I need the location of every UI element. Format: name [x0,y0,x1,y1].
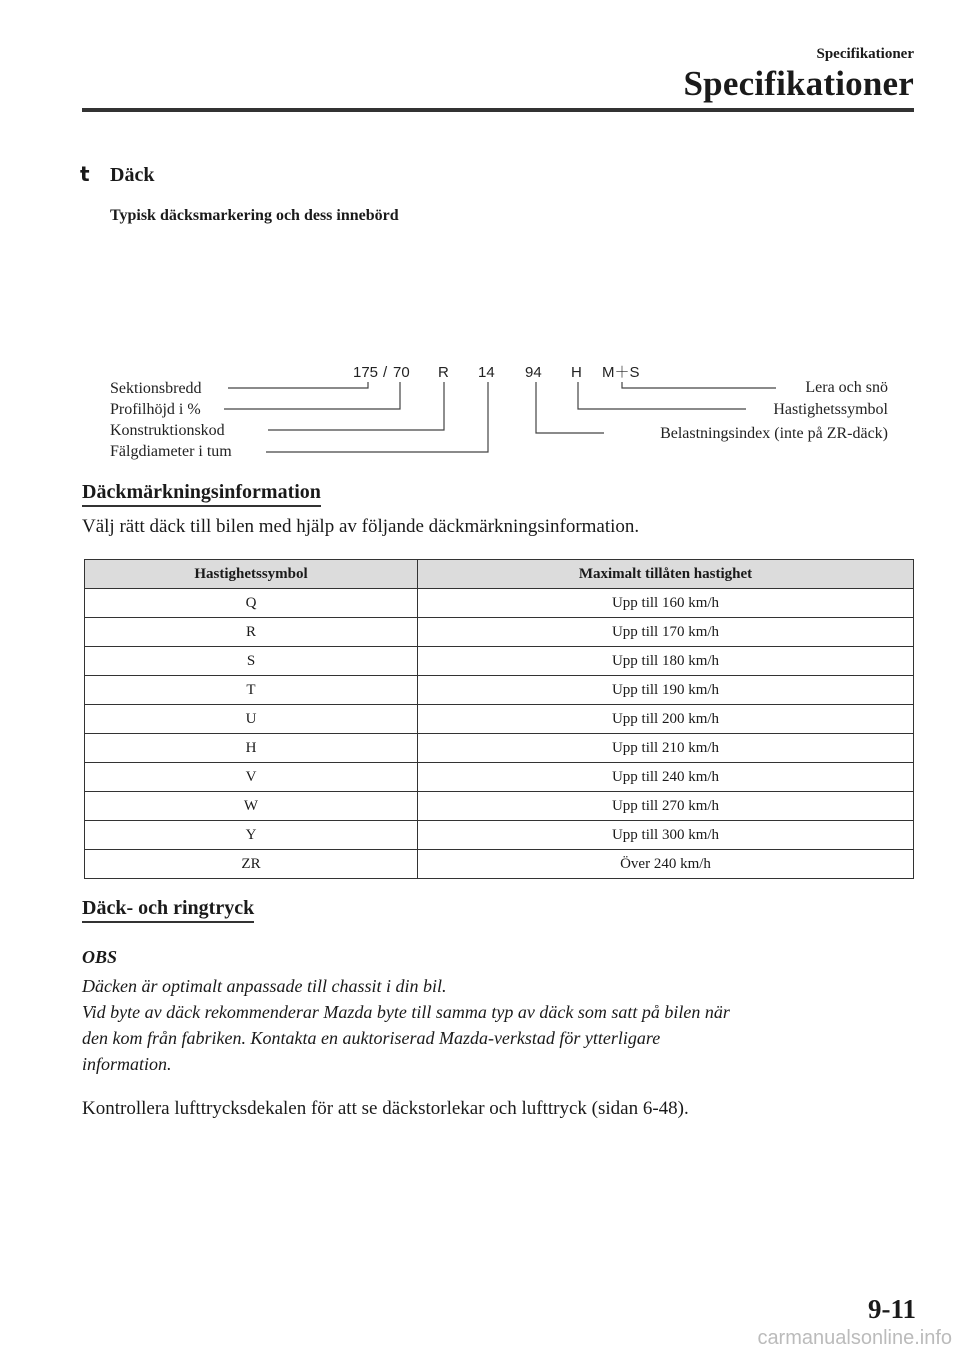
label-construction: Konstruktionskod [110,422,225,439]
table-cell: Upp till 170 km/h [418,618,914,647]
table-cell: Upp till 190 km/h [418,676,914,705]
table-cell: Upp till 300 km/h [418,821,914,850]
leader-load-index [536,382,604,433]
table-row [85,705,914,734]
table-cell: Upp till 270 km/h [418,792,914,821]
label-aspect-ratio: Profilhöjd i % [110,401,201,418]
code-slash: / [383,364,388,381]
obs-text [82,973,912,1077]
table-row [85,821,914,850]
leader-construction [268,382,444,430]
table-cell: Upp till 210 km/h [418,734,914,763]
code-width: 175 [353,364,379,381]
table-cell: S [85,647,418,676]
table-row [85,618,914,647]
leader-speed-symbol [578,382,746,409]
table-row [85,647,914,676]
header-chapter-small: Specifikationer [816,46,914,62]
table-row [85,763,914,792]
obs-line: den kom från fabriken. Kontakta en auktoriserad Mazda-verkstad för ytterligare [82,1028,661,1048]
section-marker-icon: t [80,162,90,186]
table-cell: Över 240 km/h [418,850,914,879]
obs-line: Däcken är optimalt anpassade till chassit i din bil. [82,976,447,996]
tire-info-intro: Välj rätt däck till bilen med hjälp av följande däckmärkningsinformation. [82,516,640,537]
leader-section-width [228,382,368,388]
table-cell: Upp till 200 km/h [418,705,914,734]
obs-line: Vid byte av däck rekommenderar Mazda byte till samma typ av däck som satt på bilen när [82,1002,730,1022]
pressure-heading: Däck- och ringtryck [82,896,254,923]
code-aspect: 70 [393,364,410,381]
table-header-cell: Maximalt tillåten hastighet [418,560,914,589]
table-cell: T [85,676,418,705]
code-speed: H [571,364,582,381]
section-title: Däck [110,164,155,186]
leader-rim-diameter [266,382,488,452]
table-cell: Upp till 240 km/h [418,763,914,792]
header-chapter-title: Specifikationer [683,64,914,103]
table-cell: ZR [85,850,418,879]
obs-label: OBS [82,947,118,967]
table-cell: Upp till 180 km/h [418,647,914,676]
leader-aspect-ratio [224,382,400,409]
table-cell: Q [85,589,418,618]
label-section-width: Sektionsbredd [110,380,202,397]
page-number: 9-11 [867,1294,916,1324]
table-cell: H [85,734,418,763]
tire-info-heading: Däckmärkningsinformation [82,480,321,507]
leader-mud-snow [622,382,776,388]
table-cell: R [85,618,418,647]
table-row [85,792,914,821]
tire-marking-diagram [100,350,900,470]
table-cell: U [85,705,418,734]
tire-marking-svg [100,350,900,470]
table-header-row [85,560,914,589]
table-header-cell: Hastighetssymbol [85,560,418,589]
label-speed-symbol: Hastighetssymbol [773,401,888,418]
table-row [85,676,914,705]
code-construction: R [438,364,449,381]
section-subtitle: Typisk däcksmarkering och dess innebörd [110,207,399,224]
label-rim-diameter: Fälgdiameter i tum [110,443,232,460]
code-load: 94 [525,364,542,381]
table-cell: V [85,763,418,792]
header-rule [82,108,914,112]
label-load-index: Belastningsindex (inte på ZR-däck) [660,425,888,442]
table-cell: W [85,792,418,821]
speed-symbol-table [84,559,914,879]
obs-line: information. [82,1054,172,1074]
watermark: carmanualsonline.info [757,1327,952,1349]
pressure-text: Kontrollera lufttrycksdekalen för att se däckstorlekar och lufttryck (sidan 6-48). [82,1098,689,1119]
table-row [85,734,914,763]
table-row [85,850,914,879]
code-mud-snow: M＋S [602,364,640,381]
table-row [85,589,914,618]
code-rim: 14 [478,364,495,381]
label-mud-snow: Lera och snö [805,379,888,396]
table-cell: Upp till 160 km/h [418,589,914,618]
table-cell: Y [85,821,418,850]
